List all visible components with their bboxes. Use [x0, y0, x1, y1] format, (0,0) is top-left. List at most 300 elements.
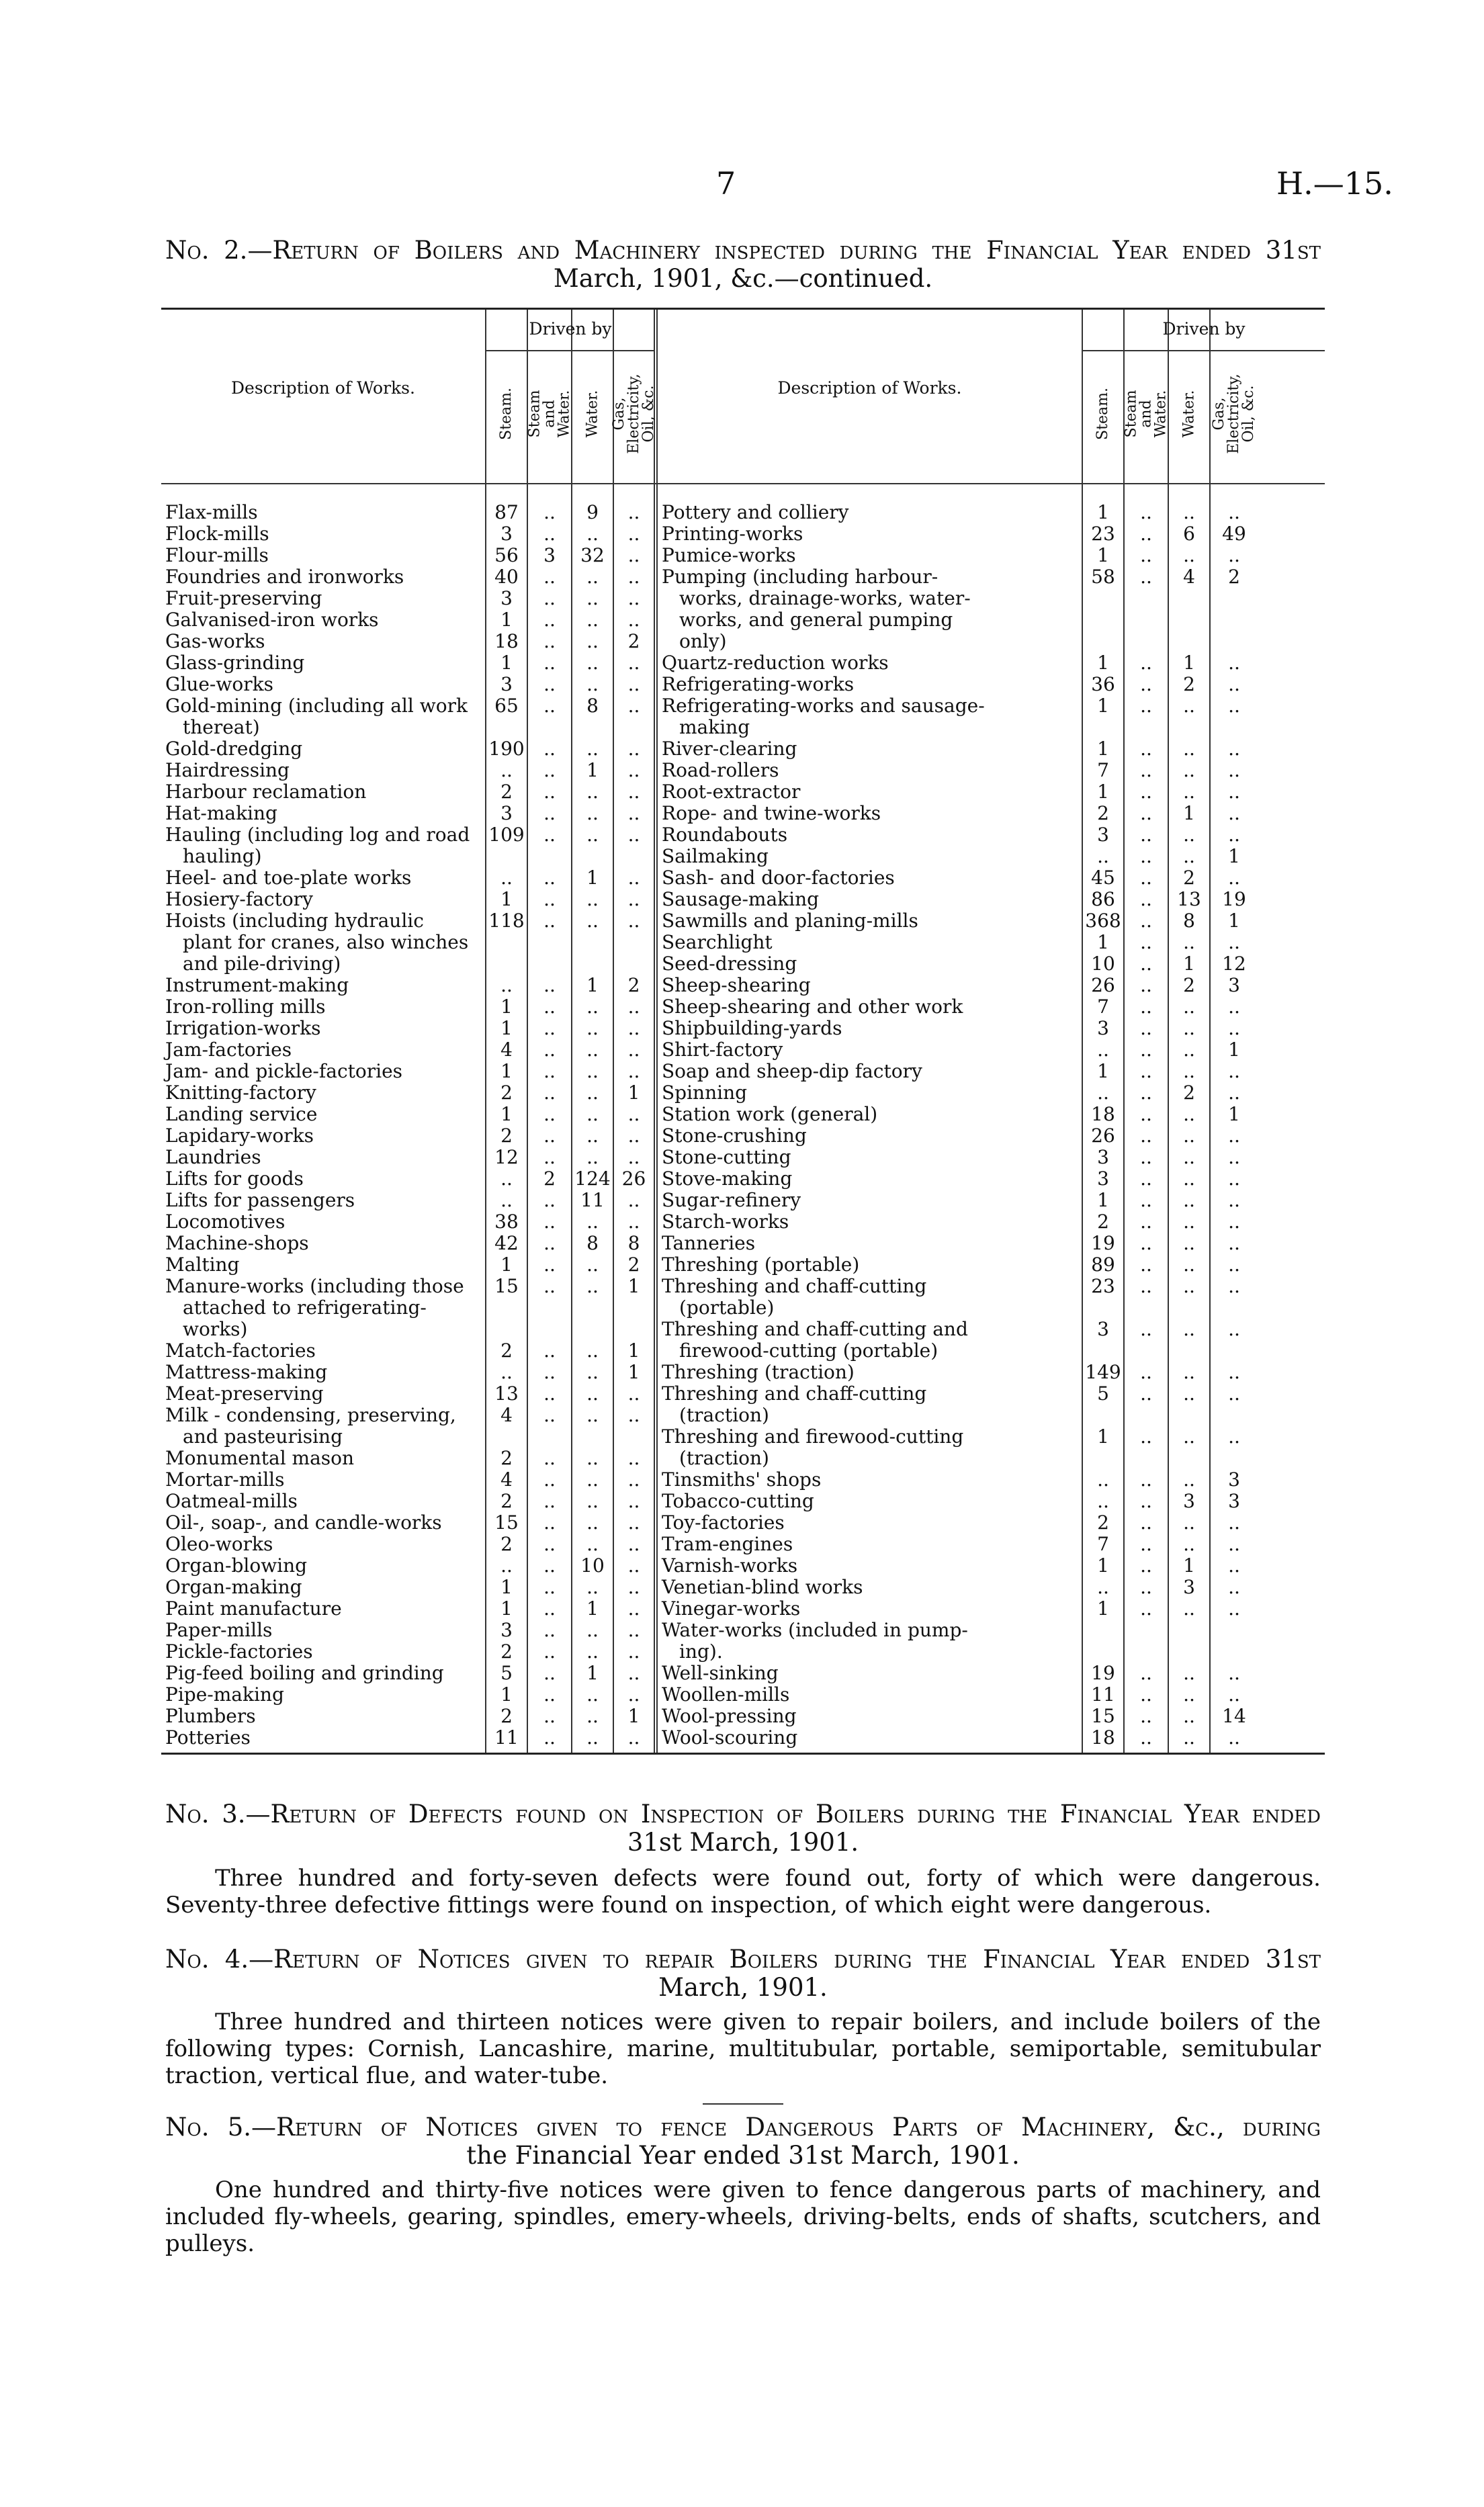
table-row	[662, 1577, 1325, 1598]
cell-gas-electricity-oil: ..	[627, 652, 640, 674]
cell-water: 8	[1183, 910, 1195, 932]
cell-water: 1	[1183, 953, 1195, 975]
cell-steam: 15	[494, 1275, 519, 1297]
cell-water: 9	[586, 501, 599, 523]
cell-water: ..	[1183, 1597, 1195, 1620]
work-description: Shirt-factory	[662, 1039, 783, 1061]
table-row	[165, 523, 654, 545]
document-reference: H.—15.	[1276, 165, 1393, 202]
table-row	[165, 1491, 654, 1512]
cell-steam: ..	[1097, 1039, 1109, 1061]
work-description: Glass-grinding	[165, 652, 305, 674]
cell-steam: 368	[1085, 910, 1121, 932]
cell-steam-and-water: ..	[543, 1511, 556, 1534]
cell-gas-electricity-oil: ..	[627, 544, 640, 566]
cell-steam-and-water: ..	[1140, 1017, 1152, 1039]
cell-gas-electricity-oil: ..	[1228, 867, 1240, 889]
table-row	[165, 1620, 654, 1641]
cell-water: 13	[1177, 888, 1201, 910]
table-row	[662, 996, 1325, 1018]
cell-gas-electricity-oil: ..	[1228, 1168, 1240, 1190]
cell-gas-electricity-oil: ..	[1228, 1533, 1240, 1555]
table-row	[662, 1555, 1325, 1577]
work-description: Hoists (including hydraulic	[165, 910, 424, 932]
section-5-title	[165, 2113, 1321, 2170]
work-description: Station work (general)	[662, 1103, 878, 1125]
cell-steam-and-water: ..	[543, 1017, 556, 1039]
cell-steam: 2	[500, 1533, 513, 1555]
cell-steam: 2	[1097, 802, 1109, 824]
cell-steam-and-water: ..	[1140, 695, 1152, 717]
cell-steam-and-water: ..	[543, 802, 556, 824]
cell-gas-electricity-oil: ..	[627, 566, 640, 588]
cell-water: ..	[586, 888, 599, 910]
cell-steam: 5	[500, 1662, 513, 1684]
cell-steam-and-water: ..	[1140, 1168, 1152, 1190]
cell-steam: 2	[1097, 1511, 1109, 1534]
section-2-title	[165, 236, 1321, 293]
cell-steam-and-water: ..	[543, 867, 556, 889]
cell-water: ..	[586, 1125, 599, 1147]
cell-gas-electricity-oil: ..	[1228, 781, 1240, 803]
work-description: Threshing (traction)	[662, 1361, 855, 1383]
cell-steam-and-water: ..	[1140, 845, 1152, 867]
cell-steam-and-water: ..	[1140, 1705, 1152, 1727]
cell-steam: 1	[1097, 501, 1109, 523]
cell-steam: 1	[500, 609, 513, 631]
table-row	[662, 1512, 1325, 1534]
table-row	[165, 545, 654, 566]
cell-water: 8	[586, 695, 599, 717]
table-right-half	[662, 502, 1325, 1749]
cell-water: ..	[586, 1382, 599, 1405]
cell-steam: 149	[1085, 1361, 1121, 1383]
table-row	[662, 1362, 1325, 1383]
table-row	[165, 1512, 654, 1534]
cell-gas-electricity-oil: ..	[627, 1511, 640, 1534]
cell-gas-electricity-oil: ..	[627, 1404, 640, 1426]
cell-steam: 2	[500, 1082, 513, 1104]
work-description: Iron-rolling mills	[165, 996, 326, 1018]
work-description: Heel- and toe-plate works	[165, 867, 412, 889]
cell-gas-electricity-oil: ..	[627, 1125, 640, 1147]
cell-steam-and-water: ..	[1140, 1490, 1152, 1512]
cell-steam-and-water: ..	[1140, 1103, 1152, 1125]
cell-water: ..	[1183, 845, 1195, 867]
cell-gas-electricity-oil: ..	[627, 1490, 640, 1512]
work-description: Paint manufacture	[165, 1597, 342, 1620]
table-row	[662, 781, 1325, 803]
cell-steam-and-water: ..	[543, 1640, 556, 1663]
table-row	[662, 1039, 1325, 1061]
cell-gas-electricity-oil: ..	[627, 996, 640, 1018]
work-description: plant for cranes, also winches	[183, 931, 469, 953]
cell-gas-electricity-oil: ..	[1228, 759, 1240, 781]
table-row	[662, 1426, 1325, 1469]
driven-by-header-left: Driven by	[529, 319, 612, 339]
cell-steam: 65	[494, 695, 519, 717]
cell-water: ..	[1183, 1318, 1195, 1340]
cell-steam-and-water: ..	[543, 888, 556, 910]
cell-gas-electricity-oil: ..	[627, 1060, 640, 1082]
cell-steam: 3	[1097, 1168, 1109, 1190]
cell-steam: 1	[1097, 544, 1109, 566]
cell-steam-and-water: ..	[543, 1039, 556, 1061]
table-row	[165, 1104, 654, 1125]
cell-water: ..	[586, 1705, 599, 1727]
work-description: Manure-works (including those	[165, 1275, 464, 1297]
table-row	[662, 975, 1325, 996]
cell-steam: 12	[494, 1146, 519, 1168]
work-description: Lifts for goods	[165, 1168, 304, 1190]
work-description: Hosiery-factory	[165, 888, 313, 910]
cell-gas-electricity-oil: ..	[627, 1533, 640, 1555]
cell-gas-electricity-oil: 1	[627, 1275, 640, 1297]
work-description: Irrigation-works	[165, 1017, 321, 1039]
cell-steam: 23	[1091, 523, 1115, 545]
cell-water: ..	[1183, 759, 1195, 781]
work-description: Woollen-mills	[662, 1683, 790, 1706]
table-row	[165, 760, 654, 781]
work-description: Oatmeal-mills	[165, 1490, 298, 1512]
cell-gas-electricity-oil: 14	[1222, 1705, 1246, 1727]
cell-water: ..	[1183, 1189, 1195, 1211]
cell-steam-and-water: ..	[543, 1468, 556, 1491]
table-row	[165, 1190, 654, 1211]
cell-steam: 2	[500, 1125, 513, 1147]
cell-water: ..	[586, 1339, 599, 1362]
cell-steam-and-water: ..	[1140, 781, 1152, 803]
cell-water: ..	[586, 587, 599, 609]
cell-steam: 1	[1097, 652, 1109, 674]
work-description: Organ-making	[165, 1576, 302, 1598]
table-row	[165, 609, 654, 631]
work-description: Harbour reclamation	[165, 781, 367, 803]
cell-steam: 11	[1091, 1683, 1115, 1706]
cell-gas-electricity-oil: ..	[627, 1211, 640, 1233]
table-row	[662, 1663, 1325, 1684]
cell-steam: 118	[488, 910, 525, 932]
cell-water: 124	[574, 1168, 611, 1190]
cell-gas-electricity-oil: ..	[1228, 652, 1240, 674]
table-row	[165, 975, 654, 996]
cell-gas-electricity-oil: ..	[1228, 1082, 1240, 1104]
table-row	[662, 1147, 1325, 1168]
work-description: Road-rollers	[662, 759, 779, 781]
cell-steam: 1	[1097, 1189, 1109, 1211]
table-row	[662, 1190, 1325, 1211]
col-gas-header-left: Gas, Electricity, Oil, &c.	[610, 373, 657, 454]
cell-gas-electricity-oil: ..	[627, 738, 640, 760]
table-row	[662, 760, 1325, 781]
cell-gas-electricity-oil: 1	[627, 1339, 640, 1362]
work-description: Mattress-making	[165, 1361, 328, 1383]
work-description: Spinning	[662, 1082, 748, 1104]
cell-water: ..	[1183, 1103, 1195, 1125]
cell-steam-and-water: ..	[1140, 1146, 1152, 1168]
cell-water: ..	[1183, 1060, 1195, 1082]
cell-steam: ..	[1097, 1468, 1109, 1491]
section-4-title	[165, 1945, 1321, 2002]
cell-water: ..	[1183, 1275, 1195, 1297]
col-steam-header-right: Steam.	[1094, 388, 1111, 440]
work-description: Hat-making	[165, 802, 277, 824]
cell-gas-electricity-oil: 19	[1222, 888, 1246, 910]
table-row	[662, 1125, 1325, 1147]
table-row	[662, 1018, 1325, 1039]
work-description: Rope- and twine-works	[662, 802, 881, 824]
work-description: Instrument-making	[165, 974, 349, 996]
work-description: Venetian-blind works	[662, 1576, 863, 1598]
cell-steam: 18	[494, 630, 519, 652]
cell-steam-and-water: 2	[543, 1168, 556, 1190]
work-description: Sawmills and planing-mills	[662, 910, 918, 932]
table-row	[662, 932, 1325, 953]
cell-steam: ..	[500, 1168, 513, 1190]
work-description: (traction)	[679, 1404, 769, 1426]
cell-water: ..	[586, 1404, 599, 1426]
cell-steam: 3	[1097, 1318, 1109, 1340]
cell-gas-electricity-oil: 1	[627, 1082, 640, 1104]
cell-water: ..	[586, 1683, 599, 1706]
cell-water: ..	[1183, 1662, 1195, 1684]
work-description: Tobacco-cutting	[662, 1490, 814, 1512]
section-4-body: Three hundred and thirteen notices were given to repair boilers, and include boilers of the following types: Cornish, Lancashire, marine, multitubular, portable, semiportable, semitubular traction, vertical flue, and water-tube.	[165, 2009, 1321, 2089]
cell-gas-electricity-oil: ..	[627, 695, 640, 717]
cell-gas-electricity-oil: ..	[627, 1189, 640, 1211]
table-row	[165, 738, 654, 760]
table-row	[165, 502, 654, 523]
cell-water: ..	[586, 996, 599, 1018]
table-row	[165, 566, 654, 588]
cell-steam: 7	[1097, 1533, 1109, 1555]
cell-steam-and-water: ..	[543, 996, 556, 1018]
cell-gas-electricity-oil: ..	[627, 1382, 640, 1405]
cell-water: ..	[1183, 1211, 1195, 1233]
cell-gas-electricity-oil: ..	[627, 910, 640, 932]
work-description: Threshing and chaff-cutting and	[662, 1318, 968, 1340]
col-steam-water-header-left: Steam and Water.	[526, 390, 573, 438]
work-description: Pottery and colliery	[662, 501, 849, 523]
table-row	[165, 824, 654, 867]
table-row	[662, 566, 1325, 652]
table-row	[165, 652, 654, 674]
cell-steam: 2	[500, 1447, 513, 1469]
cell-steam: ..	[500, 867, 513, 889]
cell-water: 10	[580, 1554, 605, 1577]
table-row	[165, 1448, 654, 1469]
table-row	[165, 1125, 654, 1147]
cell-water: ..	[586, 1511, 599, 1534]
work-description: Lifts for passengers	[165, 1189, 355, 1211]
cell-steam-and-water: ..	[1140, 802, 1152, 824]
cell-steam: 7	[1097, 996, 1109, 1018]
cell-steam: 1	[500, 1060, 513, 1082]
cell-steam-and-water: ..	[543, 974, 556, 996]
table-row	[165, 1383, 654, 1405]
table-row	[662, 1534, 1325, 1555]
cell-steam: ..	[500, 1189, 513, 1211]
table-row	[662, 1276, 1325, 1319]
section-3-title	[165, 1800, 1321, 1857]
cell-water: ..	[586, 1619, 599, 1641]
work-description: Pickle-factories	[165, 1640, 313, 1663]
work-description: Pig-feed boiling and grinding	[165, 1662, 444, 1684]
cell-steam: 56	[494, 544, 519, 566]
cell-water: ..	[586, 630, 599, 652]
cell-steam: 2	[500, 1640, 513, 1663]
table-row	[165, 1233, 654, 1254]
work-description: Laundries	[165, 1146, 261, 1168]
table-row	[165, 1469, 654, 1491]
cell-water: 11	[580, 1189, 605, 1211]
table-row	[662, 1168, 1325, 1190]
cell-steam: ..	[1097, 1490, 1109, 1512]
cell-water: ..	[586, 1039, 599, 1061]
cell-gas-electricity-oil: ..	[627, 1619, 640, 1641]
cell-steam: 109	[488, 824, 525, 846]
cell-water: ..	[1183, 1039, 1195, 1061]
work-description: hauling)	[183, 845, 262, 867]
work-description: only)	[679, 630, 727, 652]
cell-water: 2	[1183, 867, 1195, 889]
cell-steam: 15	[494, 1511, 519, 1534]
work-description: Glue-works	[165, 673, 273, 695]
table-row	[165, 1727, 654, 1749]
cell-gas-electricity-oil: ..	[627, 1447, 640, 1469]
cell-gas-electricity-oil: 26	[621, 1168, 646, 1190]
table-row	[165, 1641, 654, 1663]
section-3-title-line-1: No. 3.—Return of Defects found on Inspection of Boilers during the Financial Year ended	[165, 1800, 1321, 1829]
cell-gas-electricity-oil: ..	[627, 802, 640, 824]
cell-steam: 26	[1091, 974, 1115, 996]
cell-water: ..	[586, 673, 599, 695]
cell-steam: 19	[1091, 1662, 1115, 1684]
cell-steam: 3	[500, 523, 513, 545]
cell-steam-and-water: ..	[543, 1254, 556, 1276]
cell-water: 32	[580, 544, 605, 566]
work-description: making	[679, 716, 750, 738]
cell-water: ..	[1183, 1511, 1195, 1534]
section-3-title-line-2: 31st March, 1901.	[627, 1828, 859, 1857]
cell-steam: 10	[1091, 953, 1115, 975]
cell-steam-and-water: 3	[543, 544, 556, 566]
cell-gas-electricity-oil: ..	[627, 1468, 640, 1491]
cell-steam-and-water: ..	[1140, 523, 1152, 545]
cell-steam-and-water: ..	[543, 1082, 556, 1104]
table-row	[165, 1082, 654, 1104]
table-row	[165, 1555, 654, 1577]
cell-water: 4	[1183, 566, 1195, 588]
cell-steam-and-water: ..	[543, 673, 556, 695]
cell-steam: 26	[1091, 1125, 1115, 1147]
work-description: Flax-mills	[165, 501, 258, 523]
cell-steam-and-water: ..	[1140, 910, 1152, 932]
cell-gas-electricity-oil: ..	[1228, 1597, 1240, 1620]
table-row	[165, 695, 654, 738]
cell-gas-electricity-oil: 3	[1228, 1468, 1240, 1491]
cell-water: ..	[586, 1254, 599, 1276]
cell-water: ..	[586, 1576, 599, 1598]
cell-steam: 2	[500, 1339, 513, 1362]
work-description: Water-works (included in pump-	[662, 1619, 968, 1641]
cell-gas-electricity-oil: ..	[1228, 1125, 1240, 1147]
cell-water: ..	[586, 802, 599, 824]
cell-steam: 40	[494, 566, 519, 588]
cell-gas-electricity-oil: 2	[1228, 566, 1240, 588]
work-description: Hairdressing	[165, 759, 290, 781]
cell-steam-and-water: ..	[543, 630, 556, 652]
cell-steam-and-water: ..	[543, 501, 556, 523]
cell-steam: 1	[1097, 1425, 1109, 1448]
work-description: Pumping (including harbour-	[662, 566, 939, 588]
table-row	[165, 1254, 654, 1276]
table-row	[165, 1684, 654, 1706]
cell-water: ..	[1183, 1017, 1195, 1039]
work-description: Machine-shops	[165, 1232, 309, 1254]
table-row	[662, 1684, 1325, 1706]
table-row	[165, 1598, 654, 1620]
col-gas-header-right: Gas, Electricity, Oil, &c.	[1211, 373, 1257, 454]
cell-gas-electricity-oil: ..	[627, 1726, 640, 1749]
cell-gas-electricity-oil: ..	[1228, 1060, 1240, 1082]
cell-steam: 38	[494, 1211, 519, 1233]
cell-gas-electricity-oil: ..	[627, 781, 640, 803]
cell-steam: 1	[500, 1103, 513, 1125]
work-description: ing).	[679, 1640, 723, 1663]
cell-water: ..	[586, 1468, 599, 1491]
cell-water: 2	[1183, 673, 1195, 695]
cell-steam: ..	[1097, 1576, 1109, 1598]
cell-steam-and-water: ..	[543, 1683, 556, 1706]
cell-gas-electricity-oil: ..	[1228, 1382, 1240, 1405]
cell-steam-and-water: ..	[543, 1103, 556, 1125]
description-header-left: Description of Works.	[231, 378, 415, 398]
work-description: Flock-mills	[165, 523, 269, 545]
cell-gas-electricity-oil: ..	[1228, 824, 1240, 846]
cell-steam-and-water: ..	[543, 1339, 556, 1362]
cell-water: ..	[1183, 738, 1195, 760]
table-row	[662, 695, 1325, 738]
cell-steam-and-water: ..	[1140, 1511, 1152, 1534]
cell-water: 1	[1183, 802, 1195, 824]
table-row	[165, 889, 654, 910]
cell-gas-electricity-oil: ..	[627, 867, 640, 889]
table-row	[662, 803, 1325, 824]
cell-water: ..	[1183, 1425, 1195, 1448]
table-row	[662, 1233, 1325, 1254]
cell-water: 1	[586, 759, 599, 781]
cell-gas-electricity-oil: 1	[1228, 845, 1240, 867]
cell-steam: ..	[1097, 845, 1109, 867]
cell-steam-and-water: ..	[1140, 738, 1152, 760]
cell-gas-electricity-oil: 1	[1228, 1039, 1240, 1061]
work-description: Wool-scouring	[662, 1726, 798, 1749]
cell-gas-electricity-oil: ..	[1228, 931, 1240, 953]
section-divider	[703, 2103, 783, 2105]
work-description: Threshing and chaff-cutting	[662, 1382, 927, 1405]
cell-gas-electricity-oil: ..	[1228, 1146, 1240, 1168]
cell-steam: 87	[494, 501, 519, 523]
cell-gas-electricity-oil: ..	[627, 1640, 640, 1663]
work-description: Locomotives	[165, 1211, 286, 1233]
cell-steam: 36	[1091, 673, 1115, 695]
cell-steam-and-water: ..	[1140, 566, 1152, 588]
cell-steam-and-water: ..	[1140, 1425, 1152, 1448]
cell-steam: 3	[500, 1619, 513, 1641]
cell-steam-and-water: ..	[543, 1554, 556, 1577]
cell-gas-electricity-oil: ..	[1228, 738, 1240, 760]
